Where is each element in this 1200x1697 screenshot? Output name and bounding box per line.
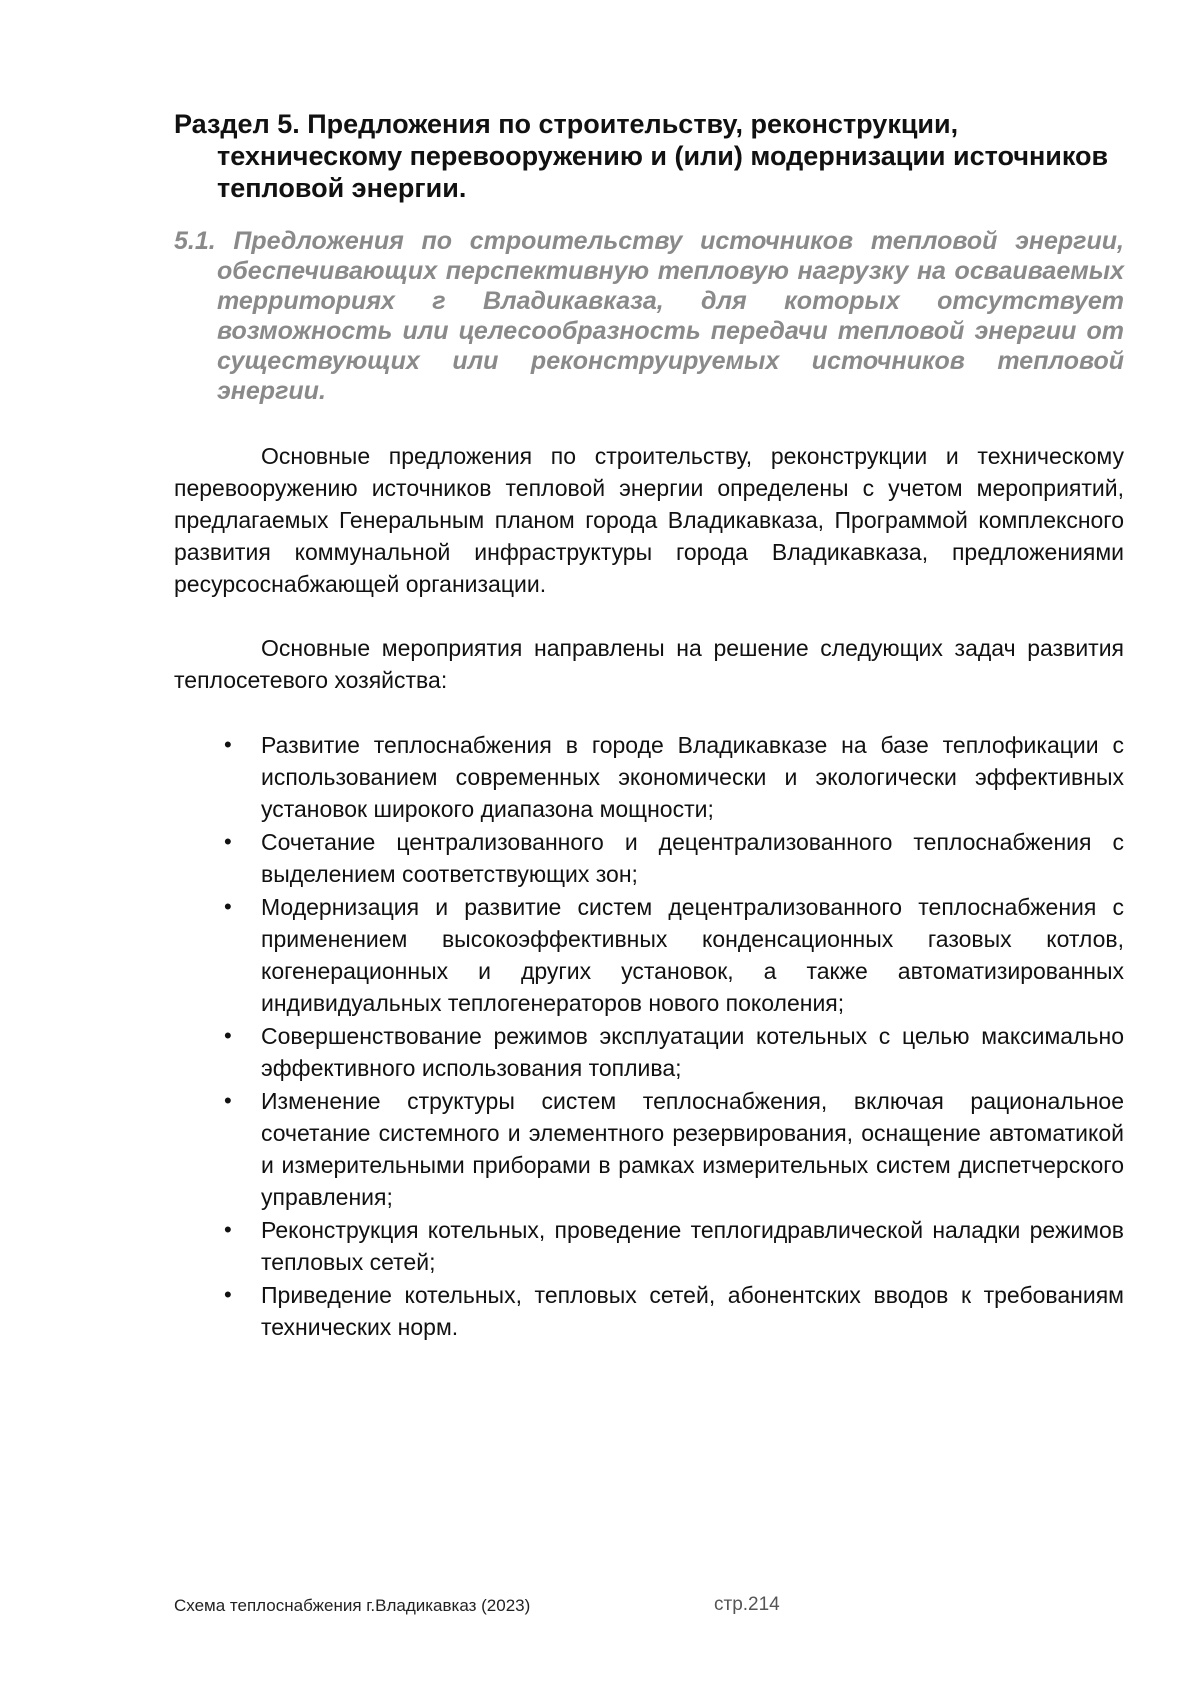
- body-paragraph-1: Основные предложения по строительству, реконструкции и техническому перевооружению источников тепловой энергии определены с учетом мероприятий, предлагаемых Генеральным планом города Владикавказа, Программой комплексного развития коммунальной инфраструктуры города Владикавказа, предложениями ресурсоснабжающей организации.: [174, 443, 1124, 597]
- section-title: Раздел 5. Предложения по строительству, реконструкции, техническому перевооружению и (или) модернизации источников тепловой энергии.: [174, 109, 1109, 203]
- list-item-text: Совершенствование режимов эксплуатации котельных с целью максимально эффективного использования топлива;: [261, 1023, 1124, 1081]
- list-item-text: Приведение котельных, тепловых сетей, абонентских вводов к требованиям технических норм.: [261, 1282, 1124, 1340]
- task-list: [174, 729, 1124, 1343]
- list-item: [174, 1085, 1124, 1213]
- list-item: [174, 1279, 1124, 1343]
- list-item-text: Реконструкция котельных, проведение теплогидравлической наладки режимов тепловых сетей;: [261, 1217, 1124, 1275]
- list-item: [174, 826, 1124, 890]
- list-item-text: Развитие теплоснабжения в городе Владикавказе на базе теплофикации с использованием современных экономически и экологически эффективных установок широкого диапазона мощности;: [261, 732, 1124, 822]
- footer-page-number: стр.214: [714, 1594, 780, 1615]
- subsection-title: 5.1. Предложения по строительству источников тепловой энергии, обеспечивающих перспективную тепловую нагрузку на осваиваемых территориях г Владикавказа, для которых отсутствует возможность или целесообразность передачи тепловой энергии от существующих или реконструируемых источников тепловой энергии.: [174, 227, 1124, 405]
- list-item-text: Модернизация и развитие систем децентрализованного теплоснабжения с применением высокоэффективных конденсационных газовых котлов, когенерационных и других установок, а также автоматизированных индивидуальных теплогенераторов нового поколения;: [261, 894, 1124, 1016]
- bullet-icon: •: [224, 1088, 232, 1113]
- footer-document-name: Схема теплоснабжения г.Владикавказ (2023): [174, 1596, 531, 1615]
- list-item-text: Изменение структуры систем теплоснабжения, включая рациональное сочетание системного и элементного резервирования, оснащение автоматикой и измерительными приборами в рамках измерительных систем диспетчерского управления;: [261, 1088, 1124, 1210]
- bullet-icon: •: [224, 1282, 232, 1307]
- list-item: [174, 891, 1124, 1019]
- bullet-icon: •: [224, 732, 232, 757]
- list-item: [174, 729, 1124, 825]
- list-item: [174, 1020, 1124, 1084]
- bullet-icon: •: [224, 829, 232, 854]
- list-item-text: Сочетание централизованного и децентрализованного теплоснабжения с выделением соответствующих зон;: [261, 829, 1124, 887]
- list-item: [174, 1214, 1124, 1278]
- bullet-icon: •: [224, 1217, 232, 1242]
- bullet-icon: •: [224, 1023, 232, 1048]
- body-paragraph-2: Основные мероприятия направлены на решение следующих задач развития теплосетевого хозяйства:: [174, 635, 1124, 693]
- document-page: [174, 108, 1124, 1344]
- bullet-icon: •: [224, 894, 232, 919]
